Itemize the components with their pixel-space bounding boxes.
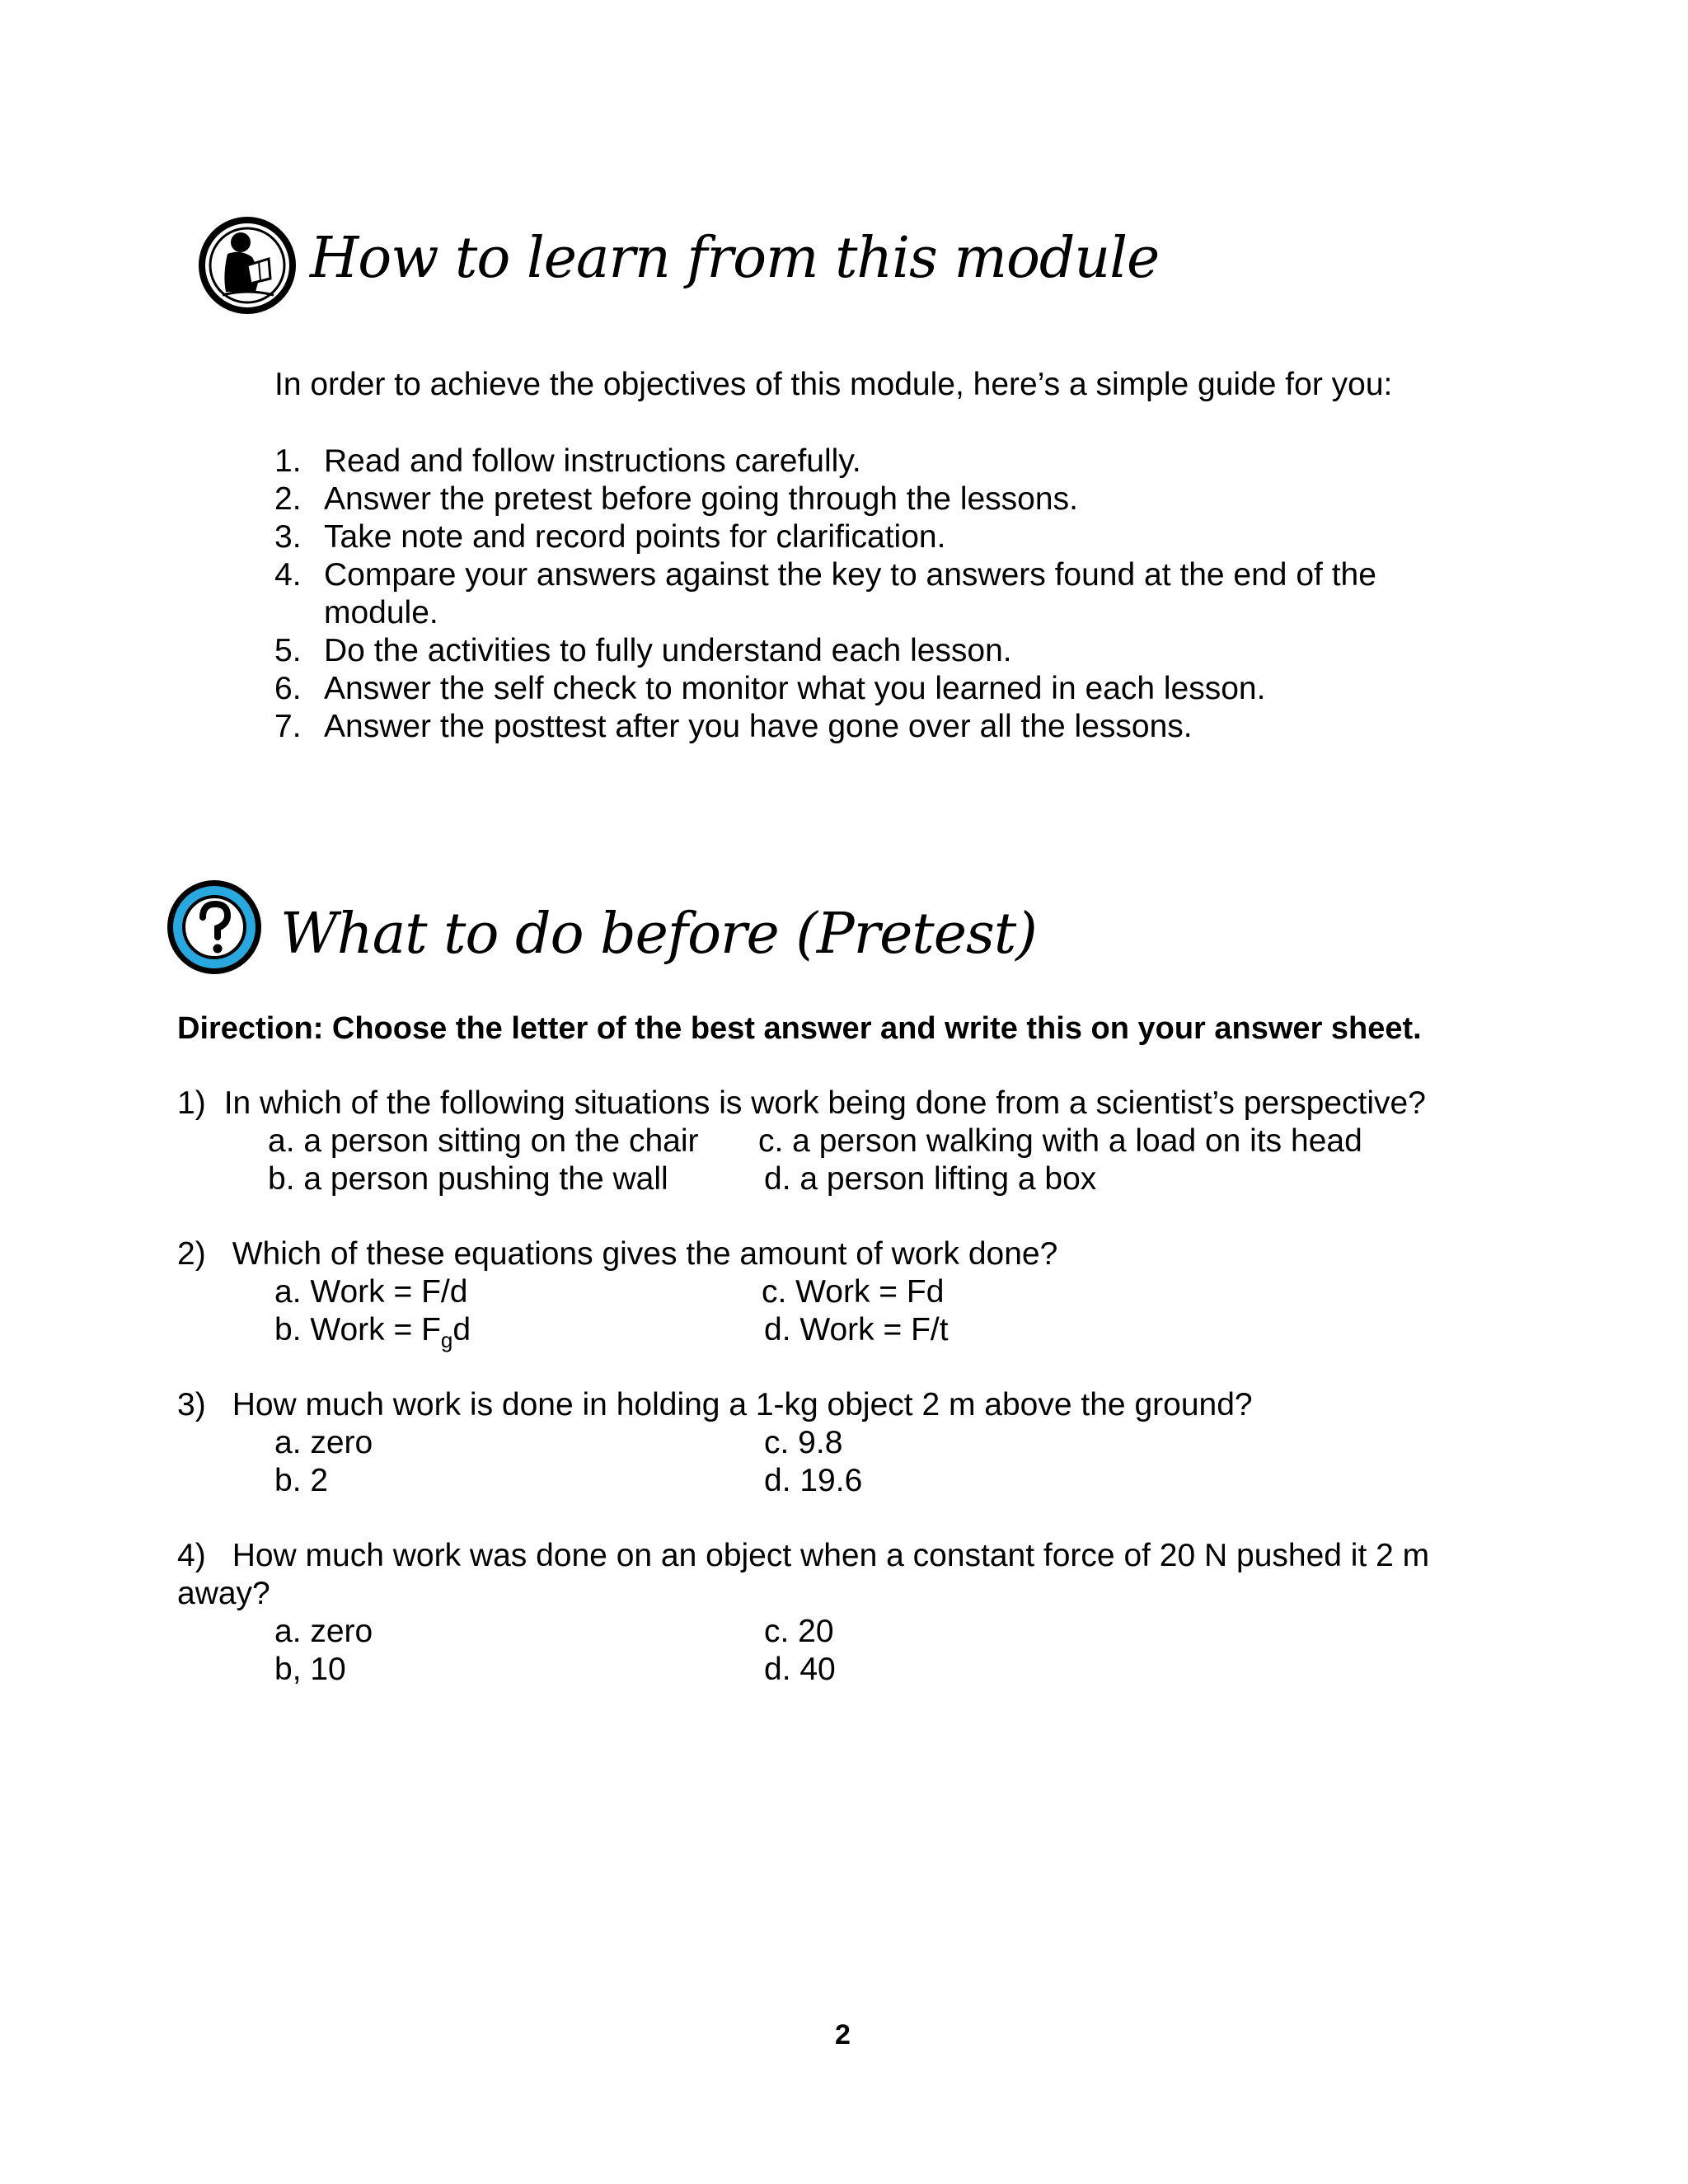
- option-c: c. 9.8: [764, 1425, 843, 1460]
- list-item: 5. Do the activities to fully understand each lesson.: [274, 633, 1012, 668]
- question-number: 3): [177, 1387, 206, 1422]
- option-d: d. a person lifting a box: [764, 1161, 1097, 1197]
- list-item: 1. Read and follow instructions carefully.: [274, 443, 861, 479]
- option-c: c. a person walking with a load on its head: [758, 1123, 1362, 1159]
- option-b: b, 10: [274, 1652, 346, 1687]
- option-b: b. Work = $F_gd$: [274, 1312, 471, 1352]
- question-text: Which of these equations gives the amount of work done?: [232, 1236, 1058, 1272]
- question-text-continued: away?: [177, 1576, 270, 1611]
- section-title-how-to-learn: How to learn from this module: [310, 226, 1160, 291]
- option-a: a. Work = F/d: [274, 1274, 468, 1310]
- question-text: In which of the following situations is work being done from a scientist’s perspective?: [223, 1085, 1426, 1121]
- list-item: 7. Answer the posttest after you have gone over all the lessons.: [274, 709, 1193, 744]
- list-item: 6. Answer the self check to monitor what you learned in each lesson.: [274, 671, 1266, 706]
- option-a: a. a person sitting on the chair: [268, 1123, 699, 1159]
- page-number: 2: [835, 2019, 851, 2050]
- list-item: 4. Compare your answers against the key to answers found at the end of the module.: [274, 557, 1376, 630]
- question-4: [177, 1538, 1429, 1574]
- question-mark-icon: [163, 876, 265, 978]
- question-number: 2): [177, 1236, 206, 1272]
- pretest-direction: Direction: Choose the letter of the best answer and write this on your answer sheet.: [177, 1011, 1422, 1046]
- question-text: How much work is done in holding a 1-kg object 2 m above the ground?: [232, 1387, 1253, 1422]
- reading-person-icon: [198, 213, 298, 318]
- option-b: b. a person pushing the wall: [268, 1161, 668, 1197]
- option-a: a. zero: [274, 1425, 373, 1460]
- option-d: d. 40: [764, 1652, 836, 1687]
- option-c: c. 20: [764, 1614, 834, 1649]
- question-number: 1): [177, 1085, 206, 1121]
- list-item: 3. Take note and record points for clarification.: [274, 519, 946, 555]
- section-title-pretest: What to do before (Pretest): [280, 902, 1037, 967]
- question-text: How much work was done on an object when a constant force of 20 N pushed it 2 m: [232, 1538, 1430, 1573]
- question-2: [177, 1236, 1057, 1272]
- option-b: b. 2: [274, 1463, 329, 1498]
- option-a: a. zero: [274, 1614, 373, 1649]
- guide-steps-list: [274, 443, 1494, 746]
- question-3: [177, 1387, 1253, 1423]
- list-item: 2. Answer the pretest before going through the lessons.: [274, 481, 1078, 517]
- option-d: d. Work = F/t: [764, 1312, 949, 1347]
- option-c: c. Work = Fd: [762, 1274, 945, 1310]
- option-d: d. 19.6: [764, 1463, 863, 1498]
- question-number: 4): [177, 1538, 206, 1573]
- question-1: [177, 1085, 1426, 1122]
- guide-intro: In order to achieve the objectives of this module, here’s a simple guide for you:: [274, 367, 1393, 402]
